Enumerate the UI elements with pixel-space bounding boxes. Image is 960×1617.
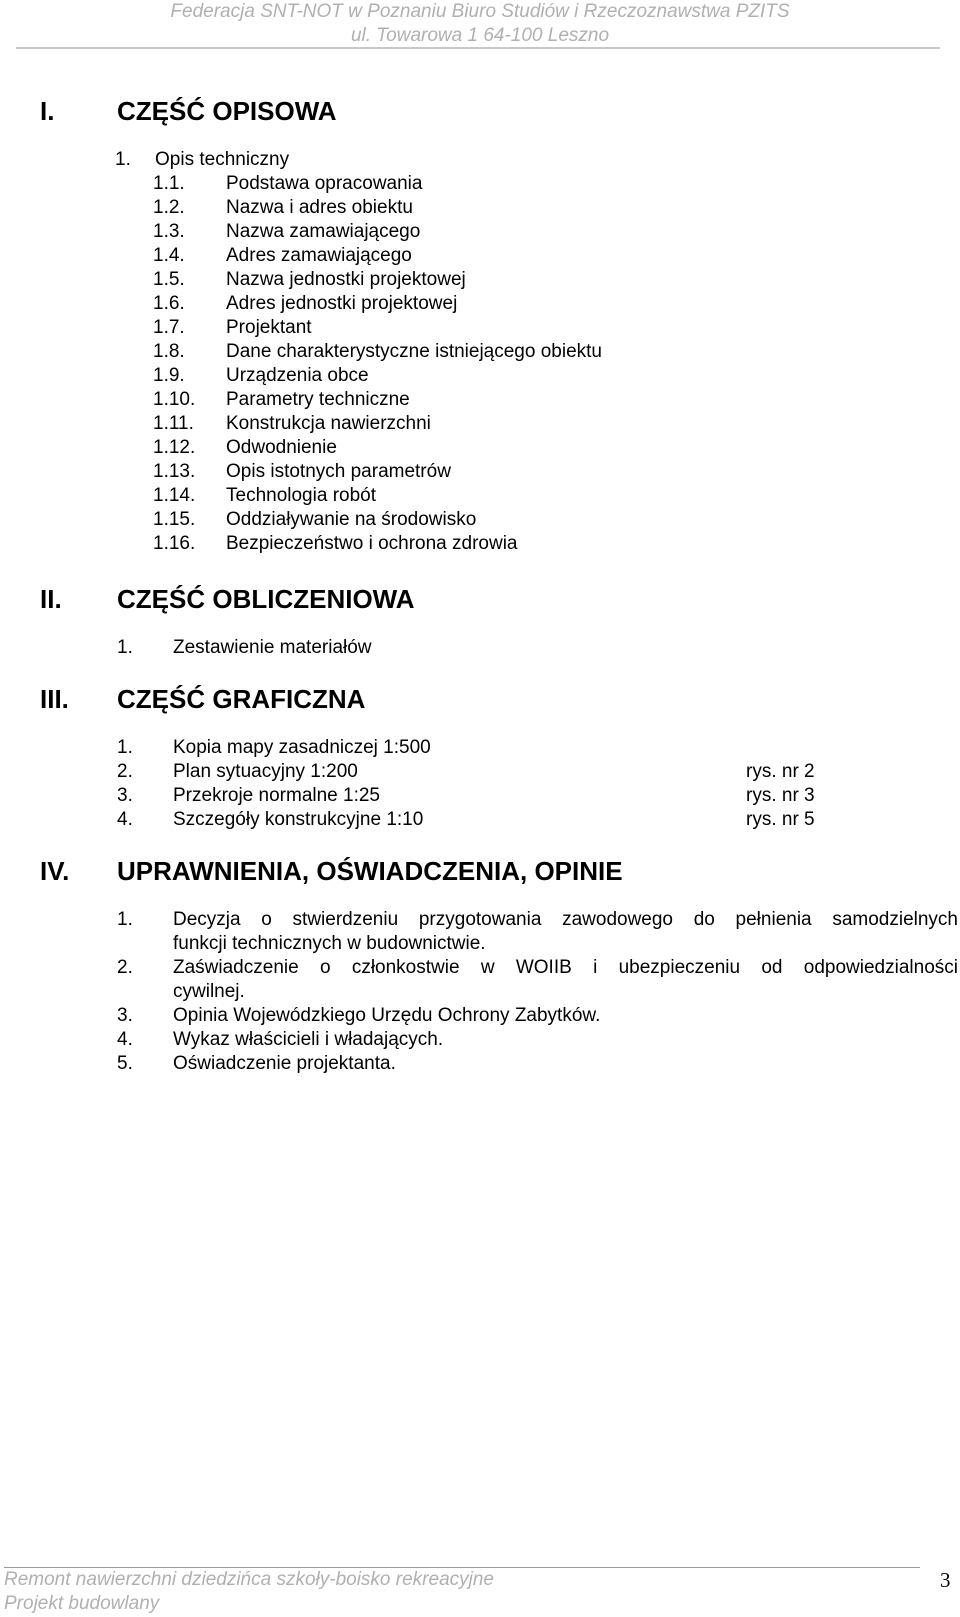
item-number: 1. <box>117 737 133 758</box>
section-title: CZĘŚĆ OBLICZENIOWA <box>117 584 415 614</box>
item-text: Plan sytuacyjny 1:200 <box>173 761 358 782</box>
item-text: Zestawienie materiałów <box>173 637 372 658</box>
section-number: II. <box>40 584 62 614</box>
item-text: Projektant <box>226 317 312 338</box>
list-item-text-continued: funkcji technicznych w budownictwie. <box>173 933 486 954</box>
item-text: Opis istotnych parametrów <box>226 461 451 482</box>
item-number: 1.9. <box>153 365 185 386</box>
footer-project-type: Projekt budowlany <box>4 1593 160 1614</box>
item-text: Nazwa jednostki projektowej <box>226 269 466 290</box>
item-number: 4. <box>117 809 133 830</box>
section-title: CZĘŚĆ GRAFICZNA <box>117 684 366 714</box>
item-text: Adres zamawiającego <box>226 245 412 266</box>
item-text: Kopia mapy zasadniczej 1:500 <box>173 737 431 758</box>
section-title: UPRAWNIENIA, OŚWIADCZENIA, OPINIE <box>117 856 623 886</box>
drawing-reference: rys. nr 5 <box>746 809 815 830</box>
item-number: 1.11. <box>153 413 194 434</box>
drawing-reference: rys. nr 3 <box>746 785 815 806</box>
item-text: Opis techniczny <box>155 149 290 170</box>
item-number: 1. <box>117 909 133 930</box>
item-text: Nazwa zamawiającego <box>226 221 421 242</box>
item-text: Adres jednostki projektowej <box>226 293 458 314</box>
item-number: 1.12. <box>153 437 196 458</box>
item-number: 1.14. <box>153 485 196 506</box>
footer-project-title: Remont nawierzchni dziedzińca szkoły-boisko rekreacyjne <box>4 1569 494 1590</box>
item-text: Technologia robót <box>226 485 376 506</box>
section-number: IV. <box>40 856 70 886</box>
item-number: 1.13. <box>153 461 196 482</box>
item-text: Odwodnienie <box>226 437 337 458</box>
page-number: 3 <box>940 1568 951 1592</box>
page-header <box>0 0 960 48</box>
item-text: Dane charakterystyczne istniejącego obiektu <box>226 341 602 362</box>
section-number: I. <box>40 96 55 126</box>
item-number: 1.6. <box>153 293 185 314</box>
item-number: 1.8. <box>153 341 185 362</box>
item-text: Wykaz właścicieli i władających. <box>173 1029 444 1050</box>
section-number: III. <box>40 684 69 714</box>
item-number: 2. <box>117 957 133 978</box>
item-text: Urządzenia obce <box>226 365 369 386</box>
list-item-text-continued: cywilnej. <box>173 981 245 1002</box>
item-text: Nazwa i adres obiektu <box>226 197 413 218</box>
item-text: Bezpieczeństwo i ochrona zdrowia <box>226 533 518 554</box>
item-number: 1. <box>117 637 133 658</box>
item-text: Parametry techniczne <box>226 389 410 410</box>
header-address: ul. Towarowa 1 64-100 Leszno <box>350 25 610 46</box>
item-number: 1.5. <box>153 269 185 290</box>
item-number: 5. <box>117 1053 133 1074</box>
item-number: 1.15. <box>153 509 196 530</box>
item-number: 1.16. <box>153 533 196 554</box>
item-number: 1. <box>115 149 131 170</box>
header-organization: Federacja SNT-NOT w Poznaniu Biuro Studiów i Rzeczoznawstwa PZITS <box>170 1 790 22</box>
item-number: 3. <box>117 785 133 806</box>
item-text: Konstrukcja nawierzchni <box>226 413 431 434</box>
item-number: 1.3. <box>153 221 185 242</box>
drawing-reference: rys. nr 2 <box>746 761 815 782</box>
section-title: CZĘŚĆ OPISOWA <box>117 96 337 126</box>
item-text: Przekroje normalne 1:25 <box>173 785 380 806</box>
item-number: 1.7. <box>153 317 185 338</box>
item-number: 3. <box>117 1005 133 1026</box>
item-number: 1.2. <box>153 197 185 218</box>
item-text: Oświadczenie projektanta. <box>173 1053 396 1074</box>
item-number: 1.1. <box>153 173 185 194</box>
item-number: 2. <box>117 761 133 782</box>
item-text: Podstawa opracowania <box>226 173 423 194</box>
item-text: Opinia Wojewódzkiego Urzędu Ochrony Zabytków. <box>173 1005 601 1026</box>
item-text: Szczegóły konstrukcyjne 1:10 <box>173 809 424 830</box>
item-number: 1.10. <box>153 389 196 410</box>
list-item-text: Decyzja o stwierdzeniu przygotowania zawodowego do pełnienia samodzielnych <box>173 909 958 930</box>
item-number: 4. <box>117 1029 133 1050</box>
item-text: Oddziaływanie na środowisko <box>226 509 477 530</box>
header-divider <box>16 47 940 49</box>
list-item-text: Zaświadczenie o członkostwie w WOIIB i ubezpieczeniu od odpowiedzialności <box>173 957 958 978</box>
item-number: 1.4. <box>153 245 185 266</box>
